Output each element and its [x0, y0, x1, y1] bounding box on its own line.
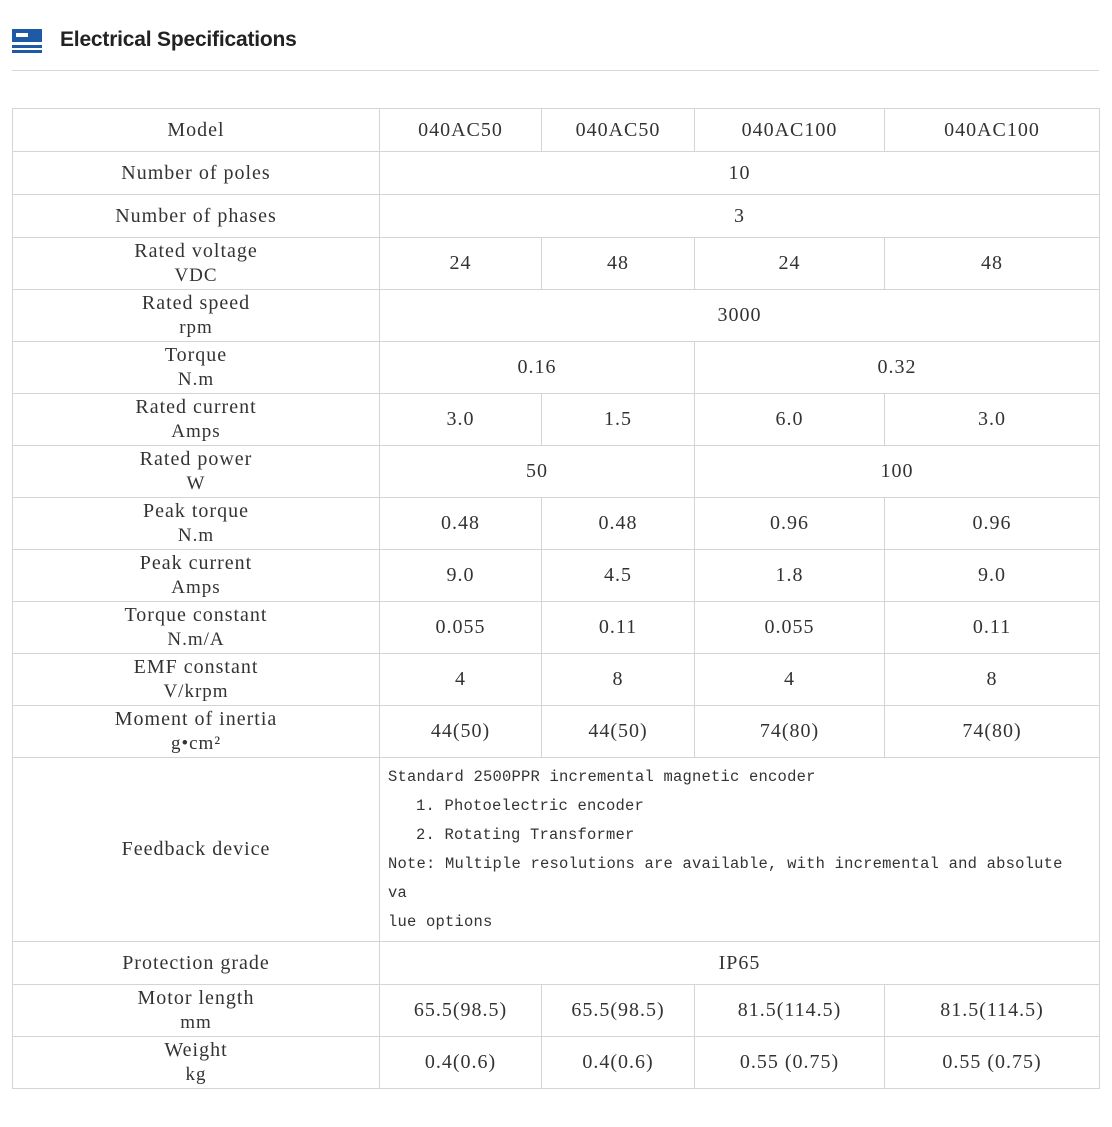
value-cell: 0.16 — [380, 342, 695, 394]
feedback-note: Note: Multiple resolutions are available, with incremental and absolute va — [388, 854, 1063, 902]
table-row-inertia — [13, 706, 1100, 758]
label-text: Peak current — [139, 552, 253, 574]
table-row-motor-length — [13, 985, 1100, 1037]
label-text: Motor length — [137, 987, 255, 1009]
row-label — [13, 602, 380, 654]
row-label: Model — [13, 109, 380, 152]
value-cell: 4 — [380, 654, 542, 706]
row-label — [13, 1037, 380, 1089]
value-cell: 3.0 — [380, 394, 542, 446]
table-row-model — [13, 109, 1100, 152]
spec-flag-icon — [12, 29, 42, 53]
value-cell: 50 — [380, 446, 695, 498]
table-row-feedback — [13, 758, 1100, 942]
label-text: EMF constant — [133, 656, 259, 678]
unit-text: N.m — [177, 525, 215, 546]
value-cell: 4 — [695, 654, 885, 706]
value-cell: 65.5(98.5) — [380, 985, 542, 1037]
label-text: Rated power — [139, 448, 253, 470]
unit-text: kg — [185, 1064, 207, 1085]
value-cell: 0.055 — [695, 602, 885, 654]
row-label — [13, 654, 380, 706]
specifications-table — [12, 108, 1100, 1089]
feedback-line: Standard 2500PPR incremental magnetic encoder — [388, 767, 816, 786]
value-cell: 4.5 — [542, 550, 695, 602]
label-text: Peak torque — [143, 500, 249, 522]
model-cell: 040AC50 — [380, 109, 542, 152]
page-title: Electrical Specifications — [60, 28, 297, 51]
value-cell: IP65 — [380, 942, 1100, 985]
value-cell: 24 — [380, 238, 542, 290]
row-label — [13, 238, 380, 290]
value-cell: 74(80) — [885, 706, 1100, 758]
unit-text: rpm — [179, 317, 213, 338]
table-row-emf-constant — [13, 654, 1100, 706]
row-label — [13, 290, 380, 342]
model-cell: 040AC50 — [542, 109, 695, 152]
value-cell: 8 — [542, 654, 695, 706]
unit-text: Amps — [171, 421, 221, 442]
feedback-note: lue options — [388, 912, 493, 931]
value-cell: 81.5(114.5) — [695, 985, 885, 1037]
value-cell: 100 — [695, 446, 1100, 498]
table-row-protection — [13, 942, 1100, 985]
value-cell: 0.055 — [380, 602, 542, 654]
value-cell: 0.96 — [885, 498, 1100, 550]
row-label — [13, 342, 380, 394]
value-cell: 44(50) — [380, 706, 542, 758]
label-text: Torque constant — [124, 604, 268, 626]
value-cell: 8 — [885, 654, 1100, 706]
value-cell: 44(50) — [542, 706, 695, 758]
value-cell: 0.32 — [695, 342, 1100, 394]
row-label — [13, 985, 380, 1037]
value-cell: 48 — [542, 238, 695, 290]
model-cell: 040AC100 — [885, 109, 1100, 152]
table-row-poles — [13, 152, 1100, 195]
value-cell: 0.48 — [380, 498, 542, 550]
value-cell: 10 — [380, 152, 1100, 195]
table-row-rated-current — [13, 394, 1100, 446]
feedback-description — [380, 758, 1100, 942]
value-cell: 0.4(0.6) — [380, 1037, 542, 1089]
unit-text: N.m/A — [167, 629, 225, 650]
value-cell: 9.0 — [380, 550, 542, 602]
value-cell: 3 — [380, 195, 1100, 238]
unit-text: W — [186, 473, 206, 494]
unit-text: mm — [180, 1012, 212, 1033]
unit-text: g•cm² — [170, 733, 222, 754]
value-cell: 3000 — [380, 290, 1100, 342]
value-cell: 0.48 — [542, 498, 695, 550]
table-row-torque — [13, 342, 1100, 394]
table-row-rated-voltage — [13, 238, 1100, 290]
value-cell: 6.0 — [695, 394, 885, 446]
unit-text: Amps — [171, 577, 221, 598]
value-cell: 24 — [695, 238, 885, 290]
value-cell: 0.11 — [885, 602, 1100, 654]
value-cell: 0.96 — [695, 498, 885, 550]
label-text: Weight — [164, 1039, 228, 1061]
table-row-rated-speed — [13, 290, 1100, 342]
label-text: Torque — [164, 344, 228, 366]
value-cell: 0.11 — [542, 602, 695, 654]
value-cell: 65.5(98.5) — [542, 985, 695, 1037]
row-label: Feedback device — [13, 758, 380, 942]
row-label — [13, 550, 380, 602]
row-label — [13, 394, 380, 446]
value-cell: 74(80) — [695, 706, 885, 758]
table-row-phases — [13, 195, 1100, 238]
value-cell: 81.5(114.5) — [885, 985, 1100, 1037]
row-label: Number of poles — [13, 152, 380, 195]
model-cell: 040AC100 — [695, 109, 885, 152]
feedback-line: 2. Rotating Transformer — [416, 825, 635, 844]
row-label — [13, 498, 380, 550]
row-label: Number of phases — [13, 195, 380, 238]
value-cell: 1.8 — [695, 550, 885, 602]
row-label — [13, 446, 380, 498]
value-cell: 3.0 — [885, 394, 1100, 446]
table-row-torque-constant — [13, 602, 1100, 654]
value-cell: 0.4(0.6) — [542, 1037, 695, 1089]
unit-text: V/krpm — [163, 681, 229, 702]
table-row-peak-torque — [13, 498, 1100, 550]
table-row-peak-current — [13, 550, 1100, 602]
unit-text: N.m — [177, 369, 215, 390]
section-header — [12, 24, 1099, 71]
row-label — [13, 706, 380, 758]
value-cell: 1.5 — [542, 394, 695, 446]
table-row-weight — [13, 1037, 1100, 1089]
unit-text: VDC — [174, 265, 218, 286]
value-cell: 9.0 — [885, 550, 1100, 602]
value-cell: 0.55 (0.75) — [885, 1037, 1100, 1089]
label-text: Rated current — [135, 396, 257, 418]
feedback-line: 1. Photoelectric encoder — [416, 796, 645, 815]
label-text: Rated voltage — [134, 240, 258, 262]
row-label: Protection grade — [13, 942, 380, 985]
value-cell: 0.55 (0.75) — [695, 1037, 885, 1089]
label-text: Rated speed — [141, 292, 251, 314]
label-text: Moment of inertia — [114, 708, 278, 730]
value-cell: 48 — [885, 238, 1100, 290]
table-row-rated-power — [13, 446, 1100, 498]
